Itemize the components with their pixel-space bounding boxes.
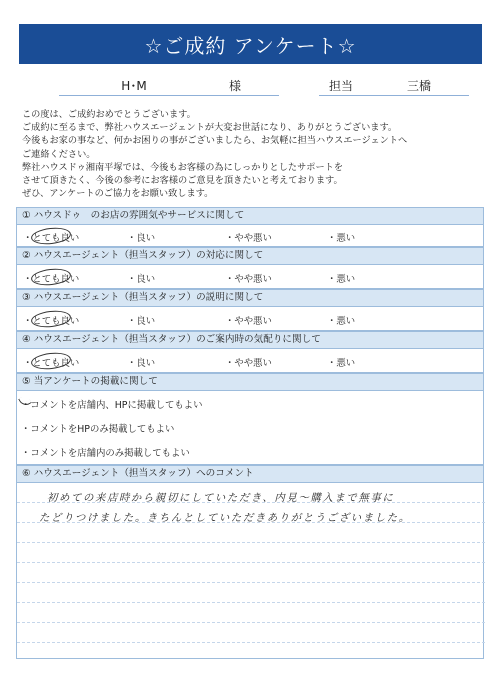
publish-hp-only[interactable]: ・コメントをHPのみ掲載してもよい [21,424,175,435]
option-somewhat-bad[interactable]: ・やや悪い [225,274,272,285]
option-very-good[interactable]: ・とても良い [23,358,80,369]
intro-line: 今後もお家の事など、何かお困りの事がございましたら、お気軽に担当ハウスエージェントへ [22,135,408,147]
option-bad[interactable]: ・悪い [327,233,356,244]
comment-heading: ⑥ ハウスエージェント（担当スタッフ）へのコメント [16,465,484,483]
publication-heading: ⑤ 当アンケートの掲載に関して [16,373,484,391]
question-3-heading: ③ ハウスエージェント（担当スタッフ）の説明に関して [16,289,484,307]
customer-name-row [19,74,482,98]
intro-line: ぜひ、アンケートのご協力をお願い致します。 [22,188,214,200]
survey-title: ☆ご成約 アンケート☆ [19,24,482,64]
option-very-good[interactable]: ・とても良い [23,316,80,327]
publication-options [16,391,484,465]
name-underline [59,95,279,96]
option-good[interactable]: ・良い [127,274,156,285]
staff-label: 担当 [329,79,354,93]
option-bad[interactable]: ・悪い [327,358,356,369]
question-1-options [16,225,484,247]
publish-store-only[interactable]: ・コメントを店舗内のみ掲載してもよい [21,448,190,459]
handwritten-comment-line: 初めての来店時から親切にしていただき、内見～購入まで無事に [47,492,395,504]
customer-name: H･M [121,79,147,93]
question-1-heading: ① ハウスドゥ のお店の雰囲気やサービスに関して [16,207,484,225]
intro-text [22,108,482,200]
option-somewhat-bad[interactable]: ・やや悪い [225,233,272,244]
intro-line: この度は、ご成約おめでとうございます。 [22,109,196,120]
publish-store-and-hp[interactable]: ・コメントを店舗内、HPに掲載してもよい [21,400,203,411]
staff-name: 三橋 [407,79,432,93]
staff-underline [319,95,469,96]
question-4-heading: ④ ハウスエージェント（担当スタッフ）のご案内時の気配りに関して [16,331,484,349]
option-very-good[interactable]: ・とても良い [23,233,80,244]
intro-line: ご連絡ください。 [22,148,96,160]
handwritten-comment-line: たどりつけました。きちんとしていただきありがとうございました。 [39,512,411,524]
intro-line: させて頂きたく、今後の参考にお客様のご意見を頂きたいと考えております。 [22,175,343,187]
option-somewhat-bad[interactable]: ・やや悪い [225,358,272,369]
option-good[interactable]: ・良い [127,358,156,369]
option-good[interactable]: ・良い [127,316,156,327]
option-bad[interactable]: ・悪い [327,316,356,327]
option-good[interactable]: ・良い [127,233,156,244]
question-4-options [16,349,484,373]
question-3-options [16,307,484,331]
option-bad[interactable]: ・悪い [327,274,356,285]
honorific-label: 様 [229,79,242,93]
option-very-good[interactable]: ・とても良い [23,274,80,285]
intro-line: ご成約に至るまで、弊社ハウスエージェントが大変お世話になり、ありがとうございます。 [22,122,398,134]
comment-ruled-lines [17,483,485,643]
option-somewhat-bad[interactable]: ・やや悪い [225,316,272,327]
intro-line: 弊社ハウスドゥ湘南平塚では、今後もお客様の為にしっかりとしたサポートを [22,161,344,173]
comment-box[interactable] [16,483,484,659]
question-2-options [16,265,484,289]
question-2-heading: ② ハウスエージェント（担当スタッフ）の対応に関して [16,247,484,265]
